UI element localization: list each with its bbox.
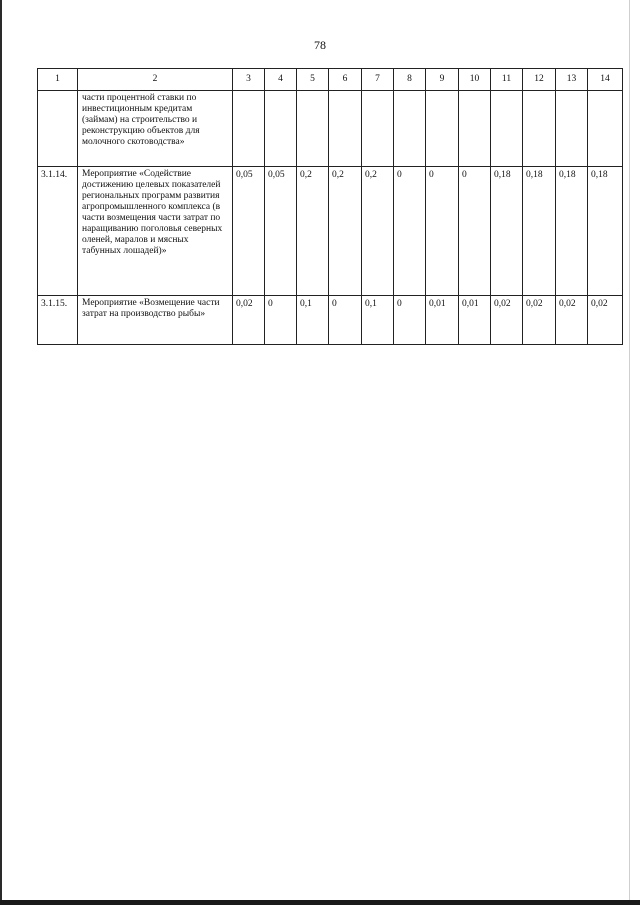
row-name-cell: части процентной ставки по инвестиционным кредитам (займам) на строительство и реконструкцию объектов для молочного скотоводства» [78, 91, 233, 167]
page-edge-left [0, 0, 2, 905]
header-cell: 3 [233, 69, 265, 91]
header-cell: 13 [556, 69, 588, 91]
value-cell: 0,02 [491, 296, 523, 345]
value-cell: 0,2 [297, 167, 329, 296]
value-cell [523, 91, 556, 167]
value-cell [459, 91, 491, 167]
value-cell [233, 91, 265, 167]
header-cell: 4 [265, 69, 297, 91]
row-name-cell: Мероприятие «Возмещение части затрат на производство рыбы» [78, 296, 233, 345]
value-cell: 0,1 [297, 296, 329, 345]
row-code-cell: 3.1.15. [38, 296, 78, 345]
value-cell: 0,01 [426, 296, 459, 345]
value-cell: 0,18 [556, 167, 588, 296]
row-name-cell: Мероприятие «Содействие достижению целевых показателей региональных программ развития агропромышленного комплекса (в части возмещения части затрат по наращиванию поголовья северных оленей, маралов и мясных табунных лошадей)» [78, 167, 233, 296]
header-cell: 14 [588, 69, 623, 91]
value-cell [588, 91, 623, 167]
value-cell: 0,02 [523, 296, 556, 345]
value-cell: 0 [459, 167, 491, 296]
value-cell: 0,18 [523, 167, 556, 296]
value-cell [362, 91, 394, 167]
row-code-cell [38, 91, 78, 167]
value-cell [297, 91, 329, 167]
value-cell: 0 [394, 167, 426, 296]
value-cell [329, 91, 362, 167]
table-row [38, 296, 623, 345]
value-cell: 0 [394, 296, 426, 345]
value-cell [556, 91, 588, 167]
value-cell: 0,02 [588, 296, 623, 345]
value-cell [426, 91, 459, 167]
header-cell: 9 [426, 69, 459, 91]
page-edge-bottom [0, 900, 640, 905]
row-code-cell: 3.1.14. [38, 167, 78, 296]
header-cell: 1 [38, 69, 78, 91]
value-cell: 0,18 [588, 167, 623, 296]
value-cell: 0,2 [329, 167, 362, 296]
value-cell: 0 [426, 167, 459, 296]
header-cell: 6 [329, 69, 362, 91]
value-cell: 0,01 [459, 296, 491, 345]
header-cell: 10 [459, 69, 491, 91]
value-cell: 0 [329, 296, 362, 345]
value-cell [394, 91, 426, 167]
value-cell: 0,02 [233, 296, 265, 345]
table-header-row [38, 69, 623, 91]
table-row [38, 167, 623, 296]
page-edge-right [629, 0, 630, 905]
value-cell: 0,05 [265, 167, 297, 296]
value-cell: 0,1 [362, 296, 394, 345]
header-cell: 2 [78, 69, 233, 91]
value-cell: 0,18 [491, 167, 523, 296]
header-cell: 5 [297, 69, 329, 91]
header-cell: 8 [394, 69, 426, 91]
value-cell: 0,2 [362, 167, 394, 296]
value-cell: 0,05 [233, 167, 265, 296]
page-number: 78 [314, 38, 326, 52]
value-cell [265, 91, 297, 167]
table-row [38, 91, 623, 167]
header-cell: 11 [491, 69, 523, 91]
header-cell: 12 [523, 69, 556, 91]
value-cell [491, 91, 523, 167]
value-cell: 0,02 [556, 296, 588, 345]
header-cell: 7 [362, 69, 394, 91]
data-table [37, 68, 623, 345]
value-cell: 0 [265, 296, 297, 345]
